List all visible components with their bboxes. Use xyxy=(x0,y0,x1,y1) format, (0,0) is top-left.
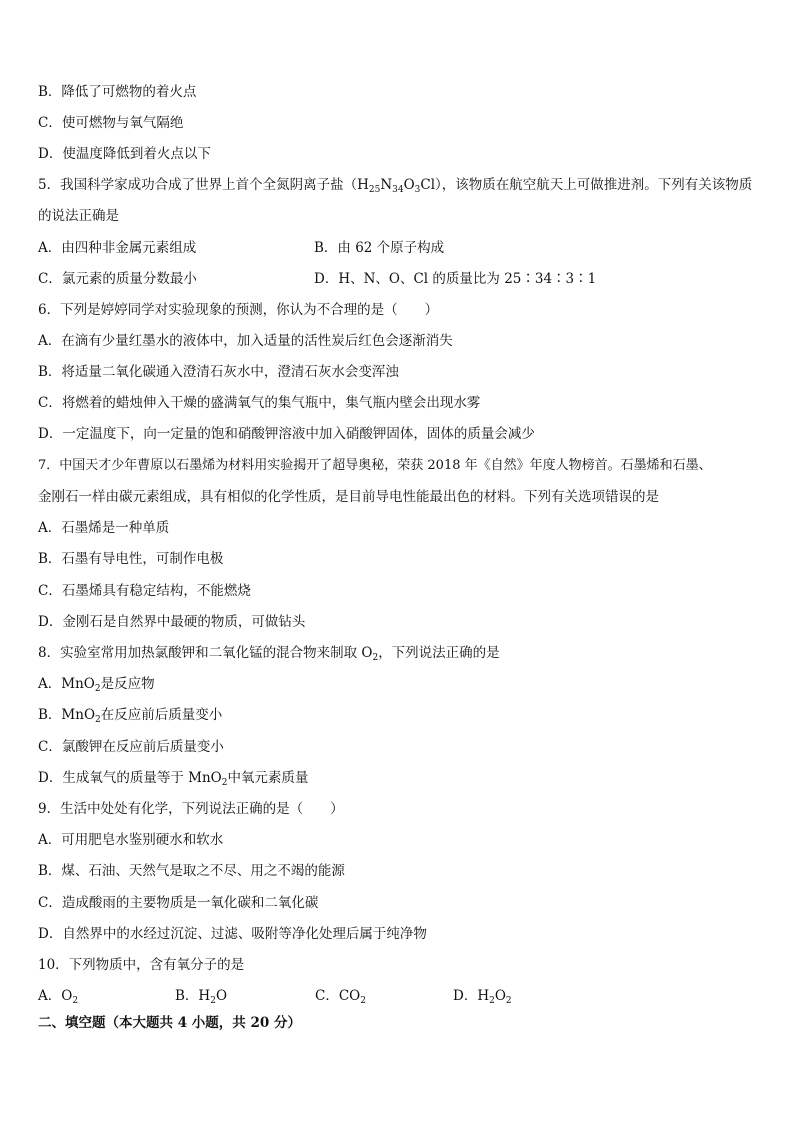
option-c: C．氯元素的质量分数最小 xyxy=(38,271,197,287)
option-line: D．使温度降低到着火点以下 xyxy=(38,146,211,162)
option-b: B．煤、石油、天然气是取之不尽、用之不竭的能源 xyxy=(38,863,345,879)
option-c: C．$CO_2$ xyxy=(315,988,366,1006)
option-d: D．自然界中的水经过沉淀、过滤、吸附等净化处理后属于纯净物 xyxy=(38,926,427,942)
question-10-stem: 10．下列物质中，含有氧分子的是 xyxy=(38,957,245,973)
option-b: B．石墨有导电性，可制作电极 xyxy=(38,551,224,567)
option-c: C．石墨烯具有稳定结构，不能燃烧 xyxy=(38,583,251,599)
option-c: C．氯酸钾在反应前后质量变小 xyxy=(38,739,224,755)
option-a: A．$O_2$ xyxy=(38,988,79,1006)
option-d: D．H、N、O、Cl 的质量比为 25∶34∶3∶1 xyxy=(314,271,597,287)
question-5-options-ab xyxy=(38,239,764,257)
option-a: A．由四种非金属元素组成 xyxy=(38,240,197,256)
question-5-stem: 5．我国科学家成功合成了世界上首个全氮阴离子盐$(H_{25}N_{34}O_3Cl)$，该物质在航空航天上可做推进剂。下列有关该物质 xyxy=(38,177,753,195)
option-b: B．MnO$_2$在反应前后质量变小 xyxy=(38,707,223,725)
question-8-stem: 8．实验室常用加热氯酸钾和二氧化锰的混合物来制取 $O_2$，下列说法正确的是 xyxy=(38,645,500,663)
option-d: D．金刚石是自然界中最硬的物质，可做钻头 xyxy=(38,614,306,630)
question-7-stem-cont: 金刚石一样由碳元素组成，具有相似的化学性质，是目前导电性能最出色的材料。下列有关选项错误的是 xyxy=(38,489,659,505)
question-5-stem-cont: 的说法正确是 xyxy=(38,208,119,224)
option-b: B．将适量二氧化碳通入澄清石灰水中，澄清石灰水会变浑浊 xyxy=(38,364,399,380)
question-6-stem: 6．下列是婷婷同学对实验现象的预测，你认为不合理的是（ ） xyxy=(38,302,439,318)
option-c: C．造成酸雨的主要物质是一氧化碳和二氧化碳 xyxy=(38,895,319,911)
option-a: A．在滴有少量红墨水的液体中，加入适量的活性炭后红色会逐渐消失 xyxy=(38,333,453,349)
option-line: C．使可燃物与氧气隔绝 xyxy=(38,115,184,131)
option-d: D．$H_2O_2$ xyxy=(453,988,512,1006)
option-b: B．$H_2O$ xyxy=(175,988,228,1006)
option-a: A．MnO$_2$是反应物 xyxy=(38,676,155,694)
option-a: A．可用肥皂水鉴别硬水和软水 xyxy=(38,832,224,848)
question-7-stem: 7．中国天才少年曹原以石墨烯为材料用实验揭开了超导奥秘，荣获 2018 年《自然》年度人物榜首。石墨烯和石墨、 xyxy=(38,458,712,473)
section-heading: 二、填空题（本大题共 4 小题，共 20 分） xyxy=(38,1015,301,1031)
option-line: B．降低了可燃物的着火点 xyxy=(38,84,197,100)
option-a: A．石墨烯是一种单质 xyxy=(38,520,170,536)
option-b: B．由 62 个原子构成 xyxy=(314,240,445,256)
question-5-options-cd xyxy=(38,270,764,288)
option-c: C．将燃着的蜡烛伸入干燥的盛满氧气的集气瓶中，集气瓶内壁会出现水雾 xyxy=(38,395,481,411)
option-d: D．生成氧气的质量等于 MnO$_2$中氧元素质量 xyxy=(38,770,309,788)
option-d: D．一定温度下，向一定量的饱和硝酸钾溶液中加入硝酸钾固体，固体的质量会减少 xyxy=(38,426,535,442)
question-9-stem: 9．生活中处处有化学，下列说法正确的是（ ） xyxy=(38,801,344,817)
